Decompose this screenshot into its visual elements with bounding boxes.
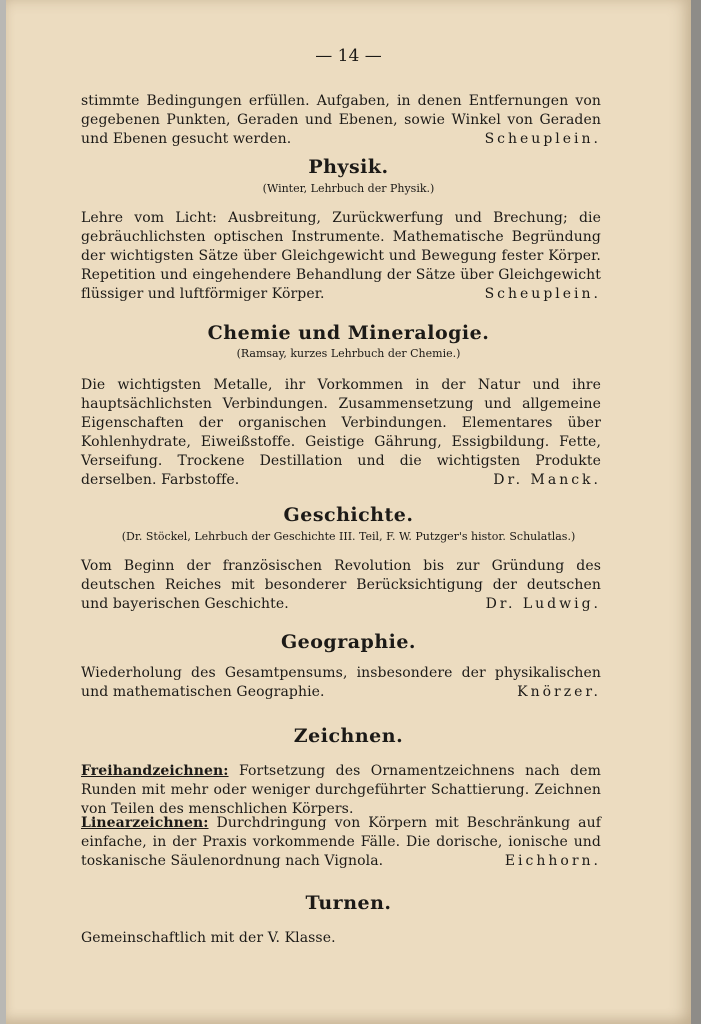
page-number: — 14 — — [315, 46, 382, 66]
geographie-heading: Geographie. — [280, 631, 417, 653]
geschichte-author: Dr. Ludwig. — [485, 596, 601, 612]
linear-text: Durchdringung von Körpern mit Beschränkung auf einfache, in der Praxis vorkommende Fälle. Die dorische, ionische und toskanische Säulenordnung nach Vignola. — [81, 815, 601, 869]
physik-author: Scheuplein. — [484, 286, 601, 302]
physik-source: (Winter, Lehrbuch der Physik.) — [262, 182, 435, 195]
turnen-text: Gemeinschaftlich mit der V. Klasse. — [81, 930, 336, 946]
freihand-paragraph — [81, 762, 601, 819]
chemie-text: Die wichtigsten Metalle, ihr Vorkommen in der Natur und ihre hauptsächlichsten Verbindungen. Zusammensetzung und allgemeine Eigenschaften der organischen Verbindungen. Elementares über Kohlenhydrate, Eiweißstoffe. Geistige Gährung, Essigbildung. Fette, Verseifung. Trockene Destillation und die wichtigsten Produkte derselben. Farbstoffe. — [81, 377, 601, 488]
intro-author: Scheuplein. — [484, 131, 601, 147]
linear-paragraph — [81, 814, 601, 871]
chemie-author: Dr. Manck. — [493, 472, 601, 488]
geschichte-heading: Geschichte. — [283, 504, 414, 526]
zeichnen-heading: Zeichnen. — [293, 725, 404, 747]
geschichte-source: (Dr. Stöckel, Lehrbuch der Geschichte III. Teil, F. W. Putzger's histor. Schulatlas.) — [121, 530, 576, 543]
geographie-text: Wiederholung des Gesamtpensums, insbesondere der physikalischen und mathematischen Geographie. — [81, 665, 601, 700]
page-edge — [691, 0, 701, 1024]
turnen-paragraph — [81, 929, 601, 948]
geographie-paragraph — [81, 664, 601, 702]
intro-paragraph — [81, 92, 601, 149]
page — [6, 0, 691, 1024]
physik-text: Lehre vom Licht: Ausbreitung, Zurückwerfung und Brechung; die gebräuchlichsten optischen Instrumente. Mathematische Begründung der wichtigsten Sätze über Gleichgewicht und Bewegung fester Körper. Repetition und eingehendere Behandlung der Sätze über Gleichgewicht flüssiger und luftförmiger Körper. — [81, 210, 601, 302]
freihand-label: Freihandzeichnen: — [81, 763, 229, 779]
freihand-text: Fortsetzung des Ornamentzeichnens nach dem Runden mit mehr oder weniger durchgeführter Schattierung. Zeichnen von Teilen des menschlichen Körpers. — [81, 763, 601, 817]
zeichnen-author: Eichhorn. — [504, 853, 601, 869]
chemie-source: (Ramsay, kurzes Lehrbuch der Chemie.) — [236, 347, 461, 360]
chemie-paragraph — [81, 376, 601, 490]
geschichte-paragraph — [81, 557, 601, 614]
turnen-heading: Turnen. — [305, 892, 392, 914]
physik-heading: Physik. — [308, 156, 389, 178]
geschichte-text: Vom Beginn der französischen Revolution bis zur Gründung des deutschen Reiches mit besonderer Berücksichtigung der deutschen und bayerischen Geschichte. — [81, 558, 601, 612]
intro-text: stimmte Bedingungen erfüllen. Aufgaben, in denen Entfernungen von gegebenen Punkten, Geraden und Ebenen, sowie Winkel von Geraden und Ebenen gesucht werden. — [81, 93, 601, 147]
physik-paragraph — [81, 209, 601, 304]
chemie-heading: Chemie und Mineralogie. — [207, 322, 490, 344]
geographie-author: Knörzer. — [517, 684, 601, 700]
linear-label: Linearzeichnen: — [81, 815, 209, 831]
